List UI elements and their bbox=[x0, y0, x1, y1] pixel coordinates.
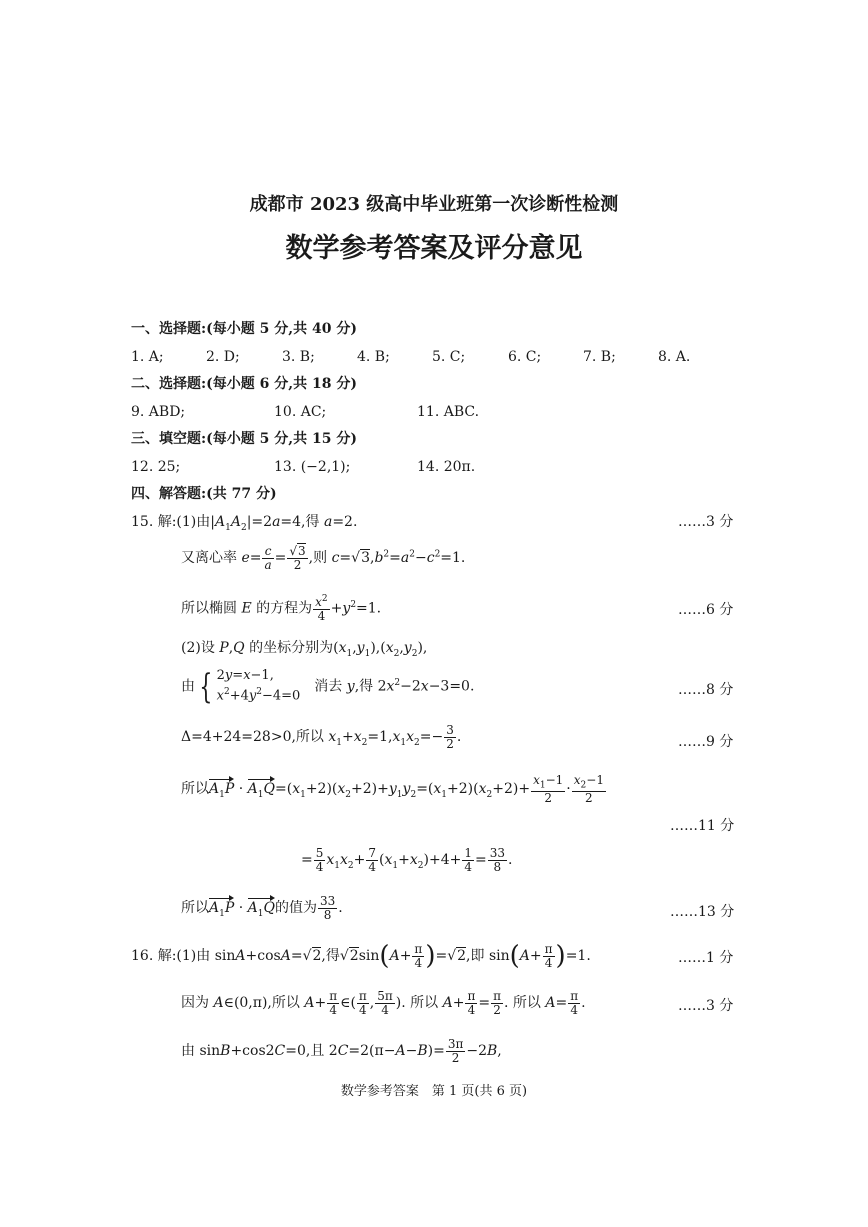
score-label: ……3 分 bbox=[678, 998, 734, 1014]
p15-line-3: 所以椭圆 E 的方程为 $\frac{x^2}{4}$ $+y^2=1$. bbox=[181, 594, 382, 623]
answer-8: 8. A. bbox=[658, 349, 691, 365]
answer-12: 12. 25; bbox=[131, 459, 181, 475]
p15-line-6: Δ=4+24=28>0,所以 $x_1+x_2=1,x_1x_2=-$ $\frac{3}{2}$ . bbox=[181, 723, 462, 751]
answer-3: 3. B; bbox=[282, 349, 315, 365]
p15-line-5: 由 { 2y=x−1, $x^2+4y^2-4=0$ 消去 y,得 $2x^2-2x-3=0$. bbox=[181, 666, 475, 707]
answer-11: 11. ABC. bbox=[417, 404, 480, 420]
p15-line-8: = $\frac{5}{4}$ $x_1x_2+$ $\frac{7}{4}$ $(x_1+x_2)+4+$ $\frac{1}{4}$ = $\frac{33}{8}$ . bbox=[301, 846, 513, 874]
p15-line-7: 所以$A_1P \cdot A_1Q=(x_1+2)(x_2+2)+y_1y_2=(x_1+2)(x_2+2)+$ $\frac{x_1-1}{2}$ · $\frac{x_2-1}{2}$ bbox=[181, 773, 604, 805]
answer-6: 6. C; bbox=[508, 349, 542, 365]
page-footer: 数学参考答案 第 1 页(共 6 页) bbox=[340, 1084, 528, 1099]
document-title: 数学参考答案及评分意见 bbox=[285, 233, 583, 264]
p16-line-3: 由 sinB+cos2C=0,且 2C=2(π−A−B)= $\frac{3\pi}{2}$ −2B, bbox=[181, 1037, 502, 1065]
section-2-title: 二、选择题:(每小题 6 分,共 18 分) bbox=[131, 376, 358, 392]
score-label: ……8 分 bbox=[678, 682, 734, 698]
exam-title: 成都市 2023 级高中毕业班第一次诊断性检测 bbox=[249, 194, 619, 215]
section-3-title: 三、填空题:(每小题 5 分,共 15 分) bbox=[131, 431, 358, 447]
p15-line-4: (2)设 P,Q 的坐标分别为$(x_1,y_1),(x_2,y_2)$, bbox=[181, 640, 428, 659]
score-label: ……13 分 bbox=[670, 904, 735, 920]
answer-5: 5. C; bbox=[432, 349, 466, 365]
score-label: ……3 分 bbox=[678, 514, 734, 530]
p15-line-1: 15. 解:(1)由$|A_1A_2|=2a=4$,得 a=2. bbox=[131, 514, 358, 533]
score-label: ……9 分 bbox=[678, 734, 734, 750]
answer-2: 2. D; bbox=[206, 349, 240, 365]
score-label: ……1 分 bbox=[678, 950, 734, 966]
score-label: ……11 分 bbox=[670, 818, 735, 834]
answer-4: 4. B; bbox=[357, 349, 390, 365]
answer-1: 1. A; bbox=[131, 349, 164, 365]
answer-7: 7. B; bbox=[583, 349, 616, 365]
p16-line-2: 因为 A∈(0,π),所以 A+ $\frac{\pi}{4}$ ∈( $\frac{\pi}{4}$ , $\frac{5\pi}{4}$ ). 所以 A+ $\frac{\pi}{4}$ = $\frac{\pi}{2}$ . 所以 A= $\frac{\pi}{4}$ . bbox=[181, 989, 586, 1017]
answer-10: 10. AC; bbox=[274, 404, 327, 420]
score-label: ……6 分 bbox=[678, 602, 734, 618]
p15-line-9: 所以$A_1P \cdot A_1Q$的值为 $\frac{33}{8}$ . bbox=[181, 894, 343, 922]
answer-14: 14. 20π. bbox=[417, 459, 476, 475]
answer-9: 9. ABD; bbox=[131, 404, 186, 420]
answer-13: 13. (−2,1); bbox=[274, 459, 351, 475]
p15-line-2: 又离心率 e= $\frac{c}{a}$ = $\frac{√3}{2}$ ,则 $c=√3,b^2=a^2-c^2=1$. bbox=[181, 544, 466, 572]
section-4-title: 四、解答题:(共 77 分) bbox=[131, 486, 277, 502]
section-1-title: 一、选择题:(每小题 5 分,共 40 分) bbox=[131, 321, 358, 337]
p16-line-1: 16. 解:(1)由 sinA+cosA=√2,得√2sin(A+ $\frac{\pi}{4}$ )=√2,即 sin(A+ $\frac{\pi}{4}$ )=1. bbox=[131, 941, 591, 972]
